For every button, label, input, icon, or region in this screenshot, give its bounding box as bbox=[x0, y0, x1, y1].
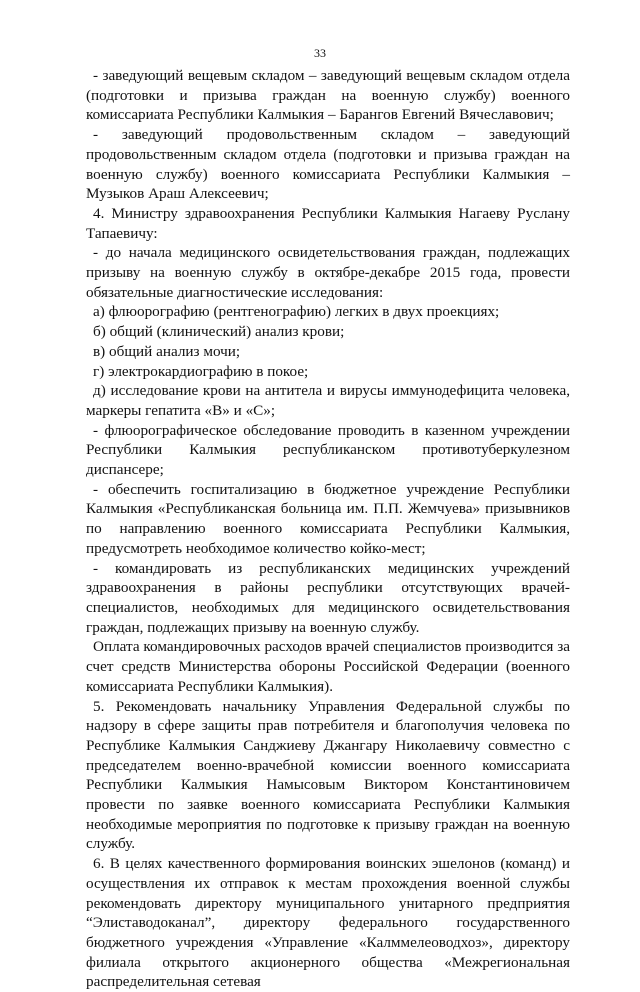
paragraph-item-6: 6. В целях качественного формирования воинских эшелонов (команд) и осуществления их отправок к местам прохождения военной службы рекомендовать директору муниципального унитарного предприятия “Элиставодоканал”, директору федерального государственного бюджетного учреждения «Управление «Калммелеоводхоз», директору филиала открытого акционерного общества «Межрегиональная распределительная сетевая bbox=[86, 855, 570, 991]
list-item-a: а) флюорографию (рентгенографию) легких в двух проекциях; bbox=[93, 303, 500, 321]
list-item-v: в) общий анализ мочи; bbox=[93, 342, 241, 360]
paragraph-fluorography: - флюорографическое обследование проводить в казенном учреждении Республики Калмыкия республиканском противотуберкулезном диспансере; bbox=[86, 421, 570, 479]
list-item-b: б) общий (клинический) анализ крови; bbox=[93, 323, 345, 341]
paragraph-warehouse-clothing: - заведующий вещевым складом – заведующий вещевым складом отдела (подготовки и призыва граждан на военную службу) военного комиссариата Республики Калмыкия – Барангов Евгений Вячеславович; bbox=[86, 67, 570, 124]
paragraph-diagnostics-intro: - до начала медицинского освидетельствования граждан, подлежащих призыву на военную службу в октябре-декабре 2015 года, провести обязательные диагностические исследования: bbox=[86, 244, 570, 301]
paragraph-expenses: Оплата командировочных расходов врачей специалистов производится за счет средств Министерства обороны Российской Федерации (военного комиссариата Республики Калмыкия). bbox=[86, 638, 570, 695]
list-item-d: д) исследование крови на антитела и вирусы иммунодефицита человека, маркеры гепатита «В» и «С»; bbox=[86, 382, 570, 419]
list-item-g: г) электрокардиографию в покое; bbox=[93, 362, 309, 380]
document-body bbox=[86, 66, 570, 992]
paragraph-hospitalization: - обеспечить госпитализацию в бюджетное учреждение Республики Калмыкия «Республиканская больница им. П.П. Жемчуева» призывников по направлению военного комиссариата Республики Калмыкия, предусмотреть необходимое количество койко-мест; bbox=[86, 480, 570, 557]
paragraph-dispatch-doctors: - командировать из республиканских медицинских учреждений здравоохранения в районы республики отсутствующих врачей-специалистов, необходимых для медицинского освидетельствования граждан, подлежащих призыву на военную службу. bbox=[86, 559, 570, 636]
paragraph-warehouse-food: - заведующий продовольственным складом – заведующий продовольственным складом отдела (подготовки и призыва граждан на военную службу) военного комиссариата Республики Калмыкия – Музыков Араш Алексеевич; bbox=[86, 126, 570, 203]
paragraph-item-5: 5. Рекомендовать начальнику Управления Федеральной службы по надзору в сфере защиты прав потребителя и благополучия человека по Республике Калмыкия Санджиеву Джангару Николаевичу совместно с председателем военно-врачебной комиссии военного комиссариата Республики Калмыкия Намысовым Виктором Константиновичем провести по заявке военного комиссариата Республики Калмыкия необходимые мероприятия по подготовке к призыву граждан на военную службу. bbox=[86, 697, 570, 853]
page-number: 33 bbox=[314, 46, 326, 60]
paragraph-item-4-heading: 4. Министру здравоохранения Республики Калмыкия Нагаеву Руслану Тапаевичу: bbox=[86, 204, 570, 242]
